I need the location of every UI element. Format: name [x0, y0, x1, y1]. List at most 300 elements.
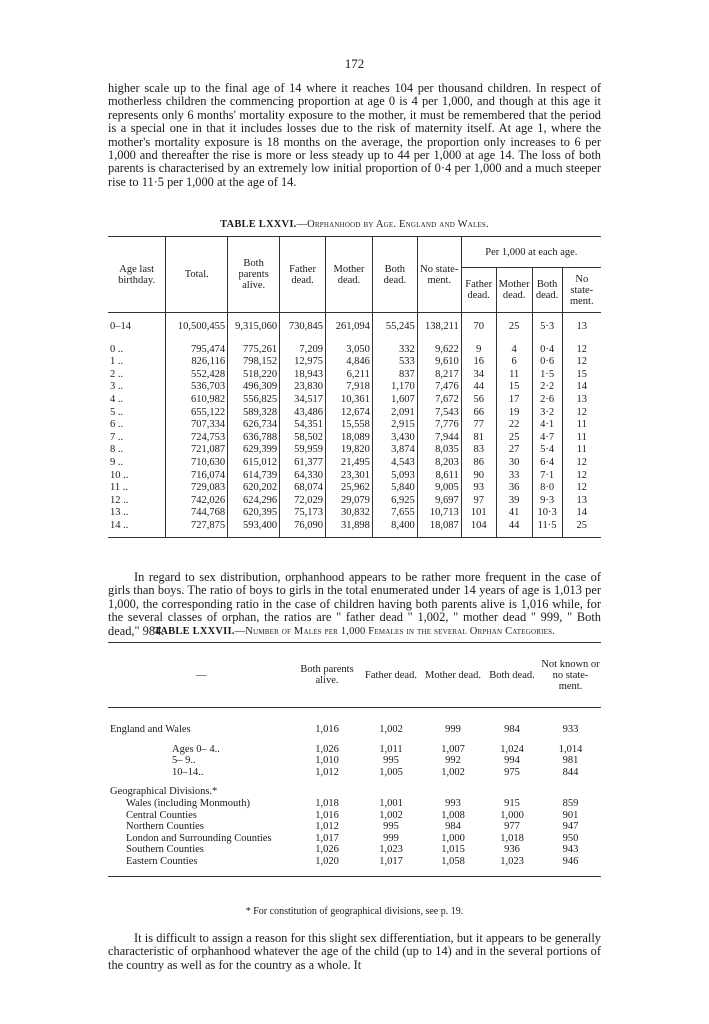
table-cell: 59,959 [280, 444, 326, 457]
table-row [108, 432, 601, 445]
table-cell: 10,361 [326, 394, 373, 407]
table-cell: 9,622 [417, 344, 461, 357]
table-cell: Ages 0– 4.. [172, 743, 220, 755]
table-cell: 742,026 [166, 495, 228, 508]
table-cell: 261,094 [326, 313, 373, 344]
table-row [108, 844, 601, 856]
table-cell: 9,315,060 [228, 313, 280, 344]
table-cell: 97 [461, 495, 496, 508]
col-header-rate-father-dead: Father dead. [461, 268, 496, 313]
table-cell: 15 [496, 381, 532, 394]
table1-body [108, 313, 601, 538]
table-cell: 55,245 [372, 313, 417, 344]
col-header-father-dead: Father dead. [280, 237, 326, 313]
table-cell: 775,261 [228, 344, 280, 357]
table-cell: 22 [496, 419, 532, 432]
table-cell: 0·6 [532, 356, 562, 369]
table-cell: 946 [562, 855, 579, 867]
col-header-mother-dead: Mother dead. [326, 237, 373, 313]
table-cell: 977 [504, 821, 520, 833]
table-cell: 21,495 [326, 457, 373, 470]
table-cell: 1·5 [532, 369, 562, 382]
table-cell: 615,012 [228, 457, 280, 470]
table-cell: 70 [461, 313, 496, 344]
table-cell: 13 [562, 495, 601, 508]
table-cell: 993 [445, 797, 461, 809]
table-row [108, 833, 601, 845]
paragraph-3: It is difficult to assign a reason for this slight sex differentiation, but it appears to be generally characteristic of orphanhood whatever the age of the child (up to 14) and in the several portions of the country as well as for the country as a whole. It [108, 931, 601, 972]
table-cell: 76,090 [280, 520, 326, 537]
table-cell: 1,170 [372, 381, 417, 394]
table-cell: 496,309 [228, 381, 280, 394]
table-cell: 721,087 [166, 444, 228, 457]
table-cell: 8 .. [110, 444, 124, 456]
table-cell: 15 [562, 369, 601, 382]
table-cell: 18,089 [326, 432, 373, 445]
table-row [108, 798, 601, 810]
table-cell: 6 [496, 356, 532, 369]
table-row [108, 821, 601, 833]
table-cell: 6 .. [110, 419, 124, 431]
table-row [108, 369, 601, 382]
table-cell: 64,330 [280, 470, 326, 483]
table-cell: 36 [496, 482, 532, 495]
table-cell: 7,209 [280, 344, 326, 357]
table-cell: 25,962 [326, 482, 373, 495]
table-cell: 943 [562, 844, 579, 856]
table-cell: 0 .. [110, 343, 124, 355]
table-cell: 4,543 [372, 457, 417, 470]
table-cell: 25 [562, 520, 601, 537]
table-row [108, 457, 601, 470]
row-spacer [108, 736, 601, 744]
orphanhood-by-age-table [108, 236, 601, 538]
table-row [108, 744, 601, 756]
table-cell: 950 [562, 832, 579, 844]
table-cell: 859 [562, 797, 579, 809]
col-group-header-per-1000: Per 1,000 at each age. [461, 237, 601, 268]
table-cell: 7,655 [372, 507, 417, 520]
col-header-total: Total. [166, 237, 228, 313]
table-cell: 1,008 [441, 809, 465, 821]
row-spacer [108, 868, 601, 877]
table-cell: 1,007 [441, 743, 465, 755]
table-cell: 552,428 [166, 369, 228, 382]
table-cell: 7·1 [532, 470, 562, 483]
table-cell: 724,753 [166, 432, 228, 445]
table1-caption [0, 219, 709, 230]
table-cell: 536,703 [166, 381, 228, 394]
table-cell: 1,010 [315, 755, 339, 767]
table-cell: 9·3 [532, 495, 562, 508]
table-cell: 1,002 [379, 809, 403, 821]
table-cell: 936 [504, 844, 520, 856]
table-cell: 12 [562, 482, 601, 495]
row-spacer [108, 716, 601, 724]
table-cell: 17 [496, 394, 532, 407]
table-cell: 14 .. [110, 519, 129, 531]
table-cell: 14 [562, 381, 601, 394]
table-cell: 826,116 [166, 356, 228, 369]
table-cell: 56 [461, 394, 496, 407]
table-cell: 744,768 [166, 507, 228, 520]
table-cell: England and Wales [110, 724, 191, 735]
table-row [108, 482, 601, 495]
table-row [108, 724, 601, 736]
table-cell: 2 .. [110, 368, 124, 380]
table-cell: 41 [496, 507, 532, 520]
males-per-1000-females-table [108, 642, 601, 877]
table-cell: 933 [562, 724, 579, 735]
table-cell: 1,026 [315, 844, 339, 856]
table-cell: 4 [496, 344, 532, 357]
table-cell: 3,050 [326, 344, 373, 357]
table-cell: 93 [461, 482, 496, 495]
table-cell: 19 [496, 407, 532, 420]
table-cell: 1,020 [315, 855, 339, 867]
table-cell: 332 [372, 344, 417, 357]
table-cell: 1,014 [558, 743, 583, 755]
table-cell: 1,011 [379, 743, 403, 755]
col-header-rate-mother-dead: Mother dead. [496, 268, 532, 313]
table-cell: 12 [562, 457, 601, 470]
table-cell: 18,087 [417, 520, 461, 537]
table-cell: 23,301 [326, 470, 373, 483]
col-header-both-alive: Both parents alive. [228, 237, 280, 313]
table-cell: 1,023 [379, 844, 403, 856]
table-cell: 10,713 [417, 507, 461, 520]
table-cell: 3·2 [532, 407, 562, 420]
table-cell: 11 .. [110, 482, 128, 494]
table-row [108, 344, 601, 357]
table-cell: 837 [372, 369, 417, 382]
table-cell: 730,845 [280, 313, 326, 344]
table-cell: 727,875 [166, 520, 228, 537]
table-cell: 798,152 [228, 356, 280, 369]
table-cell: 7,672 [417, 394, 461, 407]
table-cell: Wales (including Monmouth) [126, 797, 250, 809]
table-cell: 626,734 [228, 419, 280, 432]
table-cell: 7,918 [326, 381, 373, 394]
table-cell: 7,776 [417, 419, 461, 432]
table-cell: 0–14 [110, 321, 131, 332]
table-row [108, 856, 601, 868]
table-cell: 43,486 [280, 407, 326, 420]
table-cell: 8·0 [532, 482, 562, 495]
table-cell: 1,002 [379, 724, 403, 735]
table-row [108, 394, 601, 407]
col-header-not-known: Not known or no state-ment. [541, 658, 600, 692]
table-cell: 11 [562, 419, 601, 432]
table-cell: 9 [461, 344, 496, 357]
table2-footnote: * For constitution of geographical divisions, see p. 19. [245, 906, 464, 917]
page-number: 172 [344, 56, 365, 71]
table-cell: 44 [461, 381, 496, 394]
table-cell: 610,982 [166, 394, 228, 407]
table-cell: London and Surrounding Counties [126, 832, 272, 844]
table-cell: 58,502 [280, 432, 326, 445]
table-cell: 655,122 [166, 407, 228, 420]
table-cell: 1,016 [315, 724, 339, 735]
table-cell: 1,000 [441, 832, 465, 844]
row-spacer [108, 778, 601, 786]
table-cell: 12 .. [110, 494, 129, 506]
table-cell: 620,395 [228, 507, 280, 520]
table-cell: 1,607 [372, 394, 417, 407]
table-cell: Southern Counties [126, 844, 204, 856]
table-cell: 992 [445, 755, 461, 767]
table-cell: 7 .. [110, 431, 124, 443]
col-header-category: — [195, 669, 207, 681]
table-cell: 4,846 [326, 356, 373, 369]
table-row [108, 495, 601, 508]
table2-caption-text: —Number of Males per 1,000 Females in the several Orphan Categories. [234, 626, 556, 637]
table-row [108, 786, 601, 798]
table-cell: Central Counties [126, 809, 197, 821]
table-cell: 6,925 [372, 495, 417, 508]
table-cell: 1,005 [379, 766, 403, 778]
table-cell: 729,083 [166, 482, 228, 495]
table-cell: 5,093 [372, 470, 417, 483]
table-cell: 624,296 [228, 495, 280, 508]
table-row [108, 470, 601, 483]
table-cell: 1,012 [315, 766, 339, 778]
table-cell: 901 [562, 809, 579, 821]
table-cell: 2·2 [532, 381, 562, 394]
table-cell: 1,023 [500, 855, 524, 867]
table-cell: 138,211 [417, 313, 461, 344]
table-cell: 7,476 [417, 381, 461, 394]
table-cell: 12 [562, 470, 601, 483]
table-cell: 6·4 [532, 457, 562, 470]
col-header-rate-both-dead: Both dead. [532, 268, 562, 313]
table-cell: 589,328 [228, 407, 280, 420]
table-cell: 1,000 [500, 809, 524, 821]
col-header-rate-no-statement: No state-ment. [562, 268, 601, 313]
table-cell: 12 [562, 407, 601, 420]
table-cell: 999 [445, 724, 461, 735]
table-cell: 4·1 [532, 419, 562, 432]
table-cell: 68,074 [280, 482, 326, 495]
table-cell: 23,830 [280, 381, 326, 394]
table-cell: 101 [461, 507, 496, 520]
table-cell: 614,739 [228, 470, 280, 483]
table1-caption-number: TABLE LXXVI. [220, 219, 297, 230]
table-cell: 16 [461, 356, 496, 369]
col-header-father-dead: Father dead. [365, 669, 417, 681]
table-cell: 18,943 [280, 369, 326, 382]
table-row [108, 520, 601, 537]
table-cell: 2,915 [372, 419, 417, 432]
table-cell: 8,611 [417, 470, 461, 483]
table-cell: 795,474 [166, 344, 228, 357]
table-cell: 10–14.. [172, 766, 204, 778]
table-cell: 8,217 [417, 369, 461, 382]
col-header-both-dead: Both dead. [489, 669, 535, 681]
table-cell: 11 [562, 432, 601, 445]
table-cell: 1,018 [500, 832, 524, 844]
table-cell: 8,203 [417, 457, 461, 470]
paragraph-2: In regard to sex distribution, orphanhood appears to be rather more frequent in the case of girls than boys. The ratio of boys to girls in the total enumerated under 14 years of age is 1,013 per 1,000, the corresponding ratio in the case of children having both parents alive is 1,016 while, for the several classes of orphan, the ratios are " father dead " 1,002, " mother dead " 999, " Both dead," 984. [108, 570, 601, 638]
table-cell: 9,610 [417, 356, 461, 369]
table-cell: 995 [383, 755, 399, 767]
table-cell: 995 [383, 821, 399, 833]
table-cell: 6,211 [326, 369, 373, 382]
table-cell: 975 [504, 766, 520, 778]
table-cell: 12 [562, 344, 601, 357]
table-cell: 11 [562, 444, 601, 457]
table-cell: 30 [496, 457, 532, 470]
col-header-no-statement: No state-ment. [417, 237, 461, 313]
table-row [108, 755, 601, 767]
table-cell: 518,220 [228, 369, 280, 382]
table-cell: 994 [504, 755, 520, 767]
table-cell: 636,788 [228, 432, 280, 445]
table-cell: 75,173 [280, 507, 326, 520]
table-cell: 27 [496, 444, 532, 457]
table-cell: 13 [562, 313, 601, 344]
table-row [108, 810, 601, 822]
table-cell: 4·7 [532, 432, 562, 445]
table-cell: 3,874 [372, 444, 417, 457]
table-row [108, 419, 601, 432]
table-cell: 844 [562, 766, 579, 778]
table-cell: 981 [562, 755, 579, 767]
table-cell: 34,517 [280, 394, 326, 407]
col-header-mother-dead: Mother dead. [425, 669, 481, 681]
table-cell: 1,024 [500, 743, 524, 755]
table-cell: 25 [496, 432, 532, 445]
row-spacer [108, 708, 601, 717]
table-cell: 1,018 [315, 797, 339, 809]
col-header-both-alive: Both parents alive. [300, 664, 354, 686]
table-row [108, 444, 601, 457]
table-cell: 19,820 [326, 444, 373, 457]
table2-caption [0, 626, 709, 637]
table-row-total [108, 313, 601, 344]
table-cell: 81 [461, 432, 496, 445]
table-cell: 620,202 [228, 482, 280, 495]
table-row [108, 356, 601, 369]
table-cell: 29,079 [326, 495, 373, 508]
table-cell: 5·4 [532, 444, 562, 457]
table-cell: 31,898 [326, 520, 373, 537]
table-cell: 86 [461, 457, 496, 470]
table-cell: 710,630 [166, 457, 228, 470]
table-cell: 9,005 [417, 482, 461, 495]
table-cell: 83 [461, 444, 496, 457]
table-cell: 66 [461, 407, 496, 420]
table-cell: 13 [562, 394, 601, 407]
table-cell: 12 [562, 356, 601, 369]
table-cell: 8,035 [417, 444, 461, 457]
table-cell: 15,558 [326, 419, 373, 432]
table-cell: 5– 9.. [172, 755, 196, 767]
table-cell: 33 [496, 470, 532, 483]
table-cell: 10,500,455 [166, 313, 228, 344]
table-cell: 10 .. [110, 469, 129, 481]
table-cell: 629,399 [228, 444, 280, 457]
table-cell: 5 .. [110, 406, 124, 418]
table-cell: 9 .. [110, 456, 124, 468]
table-cell: 1,015 [441, 844, 465, 856]
table-cell: 1 .. [110, 356, 124, 368]
table-cell: 2·6 [532, 394, 562, 407]
table-cell: 7,944 [417, 432, 461, 445]
table-cell: 593,400 [228, 520, 280, 537]
table-row [108, 767, 601, 779]
col-header-both-dead: Both dead. [372, 237, 417, 313]
table-cell: 12,975 [280, 356, 326, 369]
table-cell: 5·3 [532, 313, 562, 344]
table-cell: 77 [461, 419, 496, 432]
table-cell: 8,400 [372, 520, 417, 537]
table2-caption-number: TABLE LXXVII. [153, 626, 235, 637]
table-cell: 1,017 [315, 832, 339, 844]
table-cell: 5,840 [372, 482, 417, 495]
table1-caption-text: —Orphanhood by Age. England and Wales. [296, 219, 489, 230]
table-cell: 915 [504, 797, 520, 809]
table-cell: 11·5 [532, 520, 562, 537]
table-cell: 14 [562, 507, 601, 520]
geo-divisions-heading: Geographical Divisions.* [110, 786, 218, 798]
table-cell: Northern Counties [126, 821, 204, 833]
table-cell: 72,029 [280, 495, 326, 508]
table-cell: Eastern Counties [126, 855, 198, 867]
table-cell: 0·4 [532, 344, 562, 357]
col-header-age: Age last birthday. [118, 263, 156, 286]
table-cell: 90 [461, 470, 496, 483]
table-cell: 39 [496, 495, 532, 508]
table-cell: 10·3 [532, 507, 562, 520]
table-cell: 9,697 [417, 495, 461, 508]
table-cell: 30,832 [326, 507, 373, 520]
table-cell: 947 [562, 821, 579, 833]
table-cell: 533 [372, 356, 417, 369]
table-cell: 707,334 [166, 419, 228, 432]
table-cell: 1,012 [315, 821, 339, 833]
table-row [108, 381, 601, 394]
table-cell: 54,351 [280, 419, 326, 432]
table-cell: 3 .. [110, 381, 124, 393]
table-cell: 34 [461, 369, 496, 382]
table-cell: 4 .. [110, 393, 124, 405]
table-cell: 25 [496, 313, 532, 344]
table-cell: 1,016 [315, 809, 339, 821]
table-cell: 12,674 [326, 407, 373, 420]
table-cell: 11 [496, 369, 532, 382]
table-cell: 1,017 [379, 855, 403, 867]
table-cell: 1,026 [315, 743, 339, 755]
table-row [108, 407, 601, 420]
table-cell: 556,825 [228, 394, 280, 407]
table-cell: 2,091 [372, 407, 417, 420]
table-cell: 61,377 [280, 457, 326, 470]
table-cell: 13 .. [110, 507, 129, 519]
paragraph-1: higher scale up to the final age of 14 where it reaches 104 per thousand children. In respect of motherless children the commencing proportion at age 0 is 4 per 1,000, and though at this age it represents only 6 months' mortality exposure to the mother, it must be remembered that the period is a special one in that it includes losses due to the risk of maternity itself. At age 1, where the mother's mortality exposure is 18 months on the average, the proportion only increases to 6 per 1,000 and thereafter the rise is more or less steady up to 44 per 1,000 at age 14. The loss of both parents is characterised by an extremely low initial proportion of 0·4 per 1,000 and a much steeper rise to 11·5 per 1,000 at the age of 14. [108, 81, 601, 189]
table-cell: 984 [504, 724, 520, 735]
table-cell: 104 [461, 520, 496, 537]
table2-body [108, 708, 601, 877]
table-cell: 716,074 [166, 470, 228, 483]
table-cell: 1,002 [441, 766, 465, 778]
table-cell: 1,001 [379, 797, 403, 809]
table-cell: 1,058 [441, 855, 465, 867]
table-cell: 999 [383, 832, 399, 844]
table-cell: 44 [496, 520, 532, 537]
table-row [108, 507, 601, 520]
table-cell: 7,543 [417, 407, 461, 420]
